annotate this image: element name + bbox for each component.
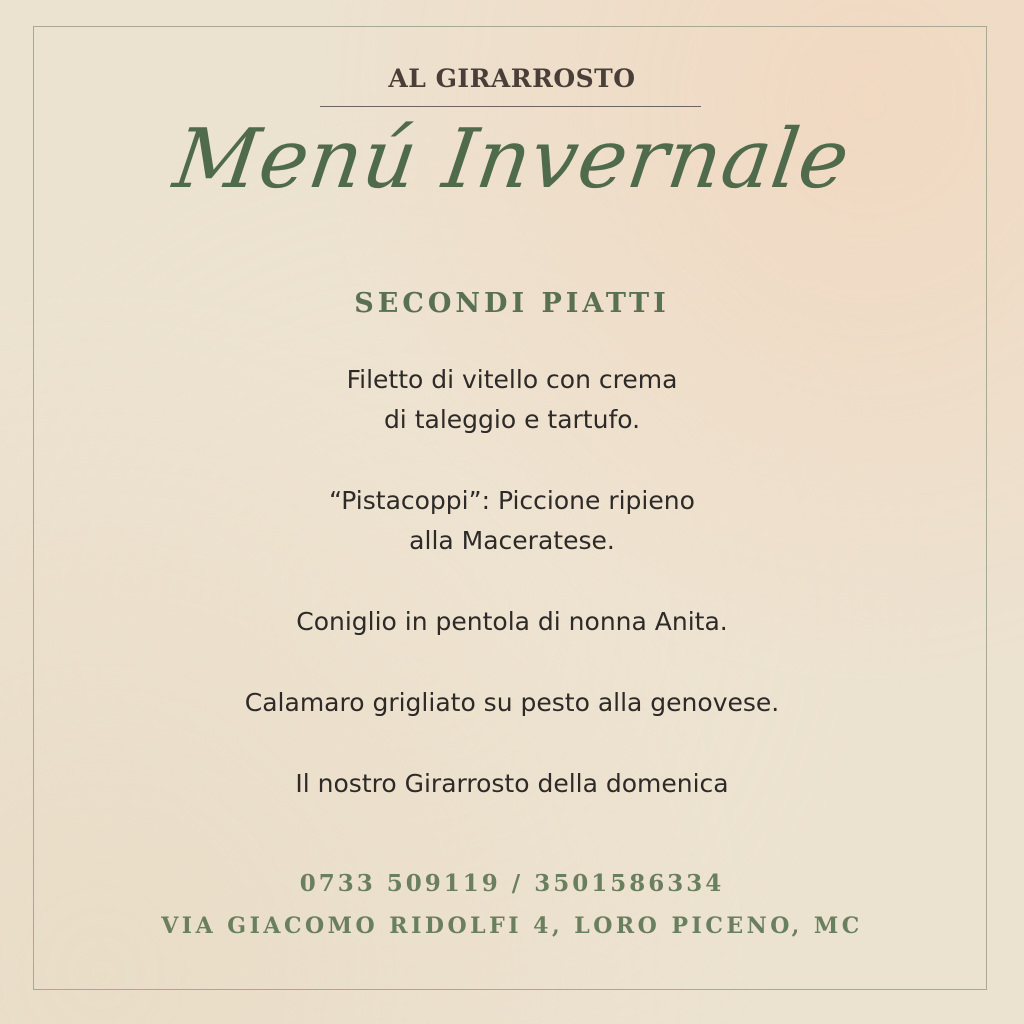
dish-item: Coniglio in pentola di nonna Anita. (296, 607, 728, 636)
address: VIA GIACOMO RIDOLFI 4, LORO PICENO, MC (161, 913, 863, 939)
dish-item: Filetto di vitello con crema di taleggio e tartufo. (346, 365, 678, 434)
restaurant-name: AL GIRARROSTO (388, 64, 636, 93)
dish-item: “Pistacoppi”: Piccione ripieno alla Maceratese. (329, 486, 695, 555)
phone-numbers: 0733 509119 / 3501586334 (299, 870, 725, 897)
dish-item: Il nostro Girarrosto della domenica (295, 769, 729, 798)
dish-item: Calamaro grigliato su pesto alla genovese. (244, 688, 780, 717)
menu-title: Menú Invernale (168, 112, 856, 207)
section-heading: SECONDI PIATTI (354, 288, 670, 319)
title-divider (320, 106, 701, 107)
dish-list (0, 360, 1024, 845)
